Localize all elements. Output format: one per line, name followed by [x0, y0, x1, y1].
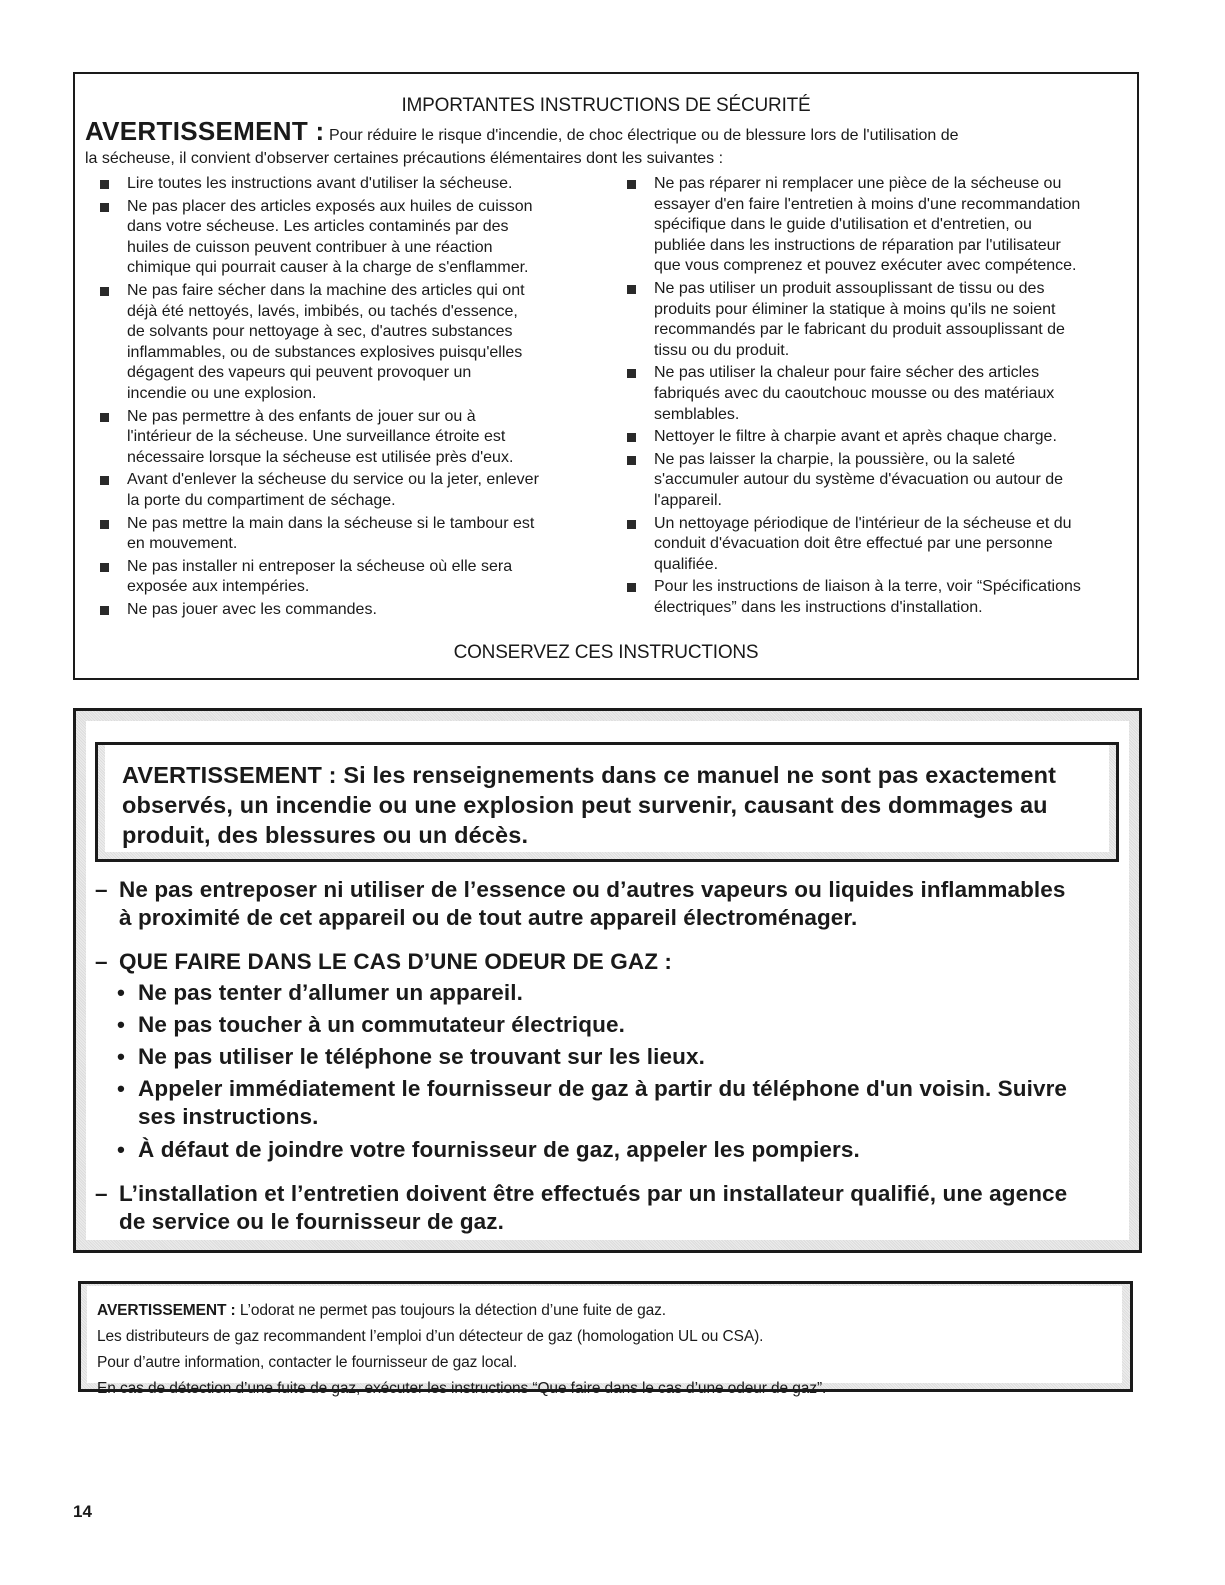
list-item: Ne pas faire sécher dans la machine des articles qui ont déjà été nettoyés, lavés, imbibés, ou tachés d'essence, de solvants pour nettoyage à sec, d'autres substances inflammables, ou de substances explosives puisqu'elles dégagent des vapeurs qui peuvent provoquer un incendie ou une explosion. — [96, 281, 606, 405]
gas-odor-step: • Ne pas utiliser le téléphone se trouvant sur les lieux. — [117, 1044, 705, 1069]
square-bullet-icon — [627, 433, 636, 442]
save-instructions-footer: CONSERVEZ CES INSTRUCTIONS — [453, 642, 759, 663]
gas-odor-step: • Appeler immédiatement le fournisseur de gaz à partir du téléphone d'un voisin. Suivre ses instructions. — [117, 1076, 1068, 1129]
odor-line-1: AVERTISSEMENT : L’odorat ne permet pas toujours la détection d’une fuite de gaz. — [97, 1302, 666, 1319]
square-bullet-icon — [100, 203, 109, 212]
odor-line-4: En cas de détection d’une fuite de gaz, exécuter les instructions “Que faire dans le cas d’une odeur de gaz”. — [97, 1380, 827, 1397]
intro-line-1: Pour réduire le risque d'incendie, de choc électrique ou de blessure lors de l'utilisation de — [328, 127, 959, 144]
bullet-icon: • — [117, 1044, 125, 1069]
list-item: Ne pas jouer avec les commandes. — [96, 600, 606, 621]
intro-line-2: la sécheuse, il convient d'observer certaines précautions élémentaires dont les suivantes : — [85, 150, 724, 167]
list-item: Avant d'enlever la sécheuse du service ou la jeter, enlever la porte du compartiment de séchage. — [96, 470, 606, 511]
bullet-icon: • — [117, 1137, 125, 1162]
odor-line-2: Les distributeurs de gaz recommandent l’emploi d’un détecteur de gaz (homologation UL ou CSA). — [97, 1328, 764, 1345]
fire-explosion-warning-text: AVERTISSEMENT : Si les renseignements dans ce manuel ne sont pas exactement observés, un incendie ou une explosion peut survenir, causant des dommages au produit, des blessures ou un décès. — [122, 762, 1057, 848]
list-item: Ne pas permettre à des enfants de jouer sur ou à l'intérieur de la sécheuse. Une surveillance étroite est nécessaire lorsque la sécheuse est utilisée près d'eux. — [96, 407, 606, 469]
square-bullet-icon — [100, 520, 109, 529]
square-bullet-icon — [100, 287, 109, 296]
safety-intro — [85, 116, 1097, 170]
gas-odor-step: • Ne pas toucher à un commutateur électrique. — [117, 1012, 625, 1037]
list-item: Ne pas laisser la charpie, la poussière, ou la saleté s'accumuler autour du système d'évacuation ou autour de l'appareil. — [623, 450, 1133, 512]
rule-no-flammables: – Ne pas entreposer ni utiliser de l’essence ou d’autres vapeurs ou liquides inflammables à proximité de cet appareil ou de tout autre appareil électroménager. — [95, 877, 1066, 930]
bullet-icon: • — [117, 980, 125, 1005]
square-bullet-icon — [100, 180, 109, 189]
square-bullet-icon — [100, 413, 109, 422]
list-item: Pour les instructions de liaison à la terre, voir “Spécifications électriques” dans les instructions d'installation. — [623, 577, 1133, 618]
list-item: Nettoyer le filtre à charpie avant et après chaque charge. — [623, 427, 1133, 448]
safety-title: IMPORTANTES INSTRUCTIONS DE SÉCURITÉ — [401, 95, 811, 116]
square-bullet-icon — [100, 476, 109, 485]
rule-qualified-installer: – L’installation et l’entretien doivent être effectués par un installateur qualifié, une agence de service ou le fournisseur de gaz. — [95, 1181, 1068, 1234]
dash-icon: – — [95, 949, 108, 974]
list-item: Ne pas réparer ni remplacer une pièce de la sécheuse ou essayer d'en faire l'entretien à moins d'une recommandation spécifique dans le guide d'utilisation et d'entretien, ou publiée dans les instructions de réparation par l'utilisateur que vous comprenez et pouvez exécuter avec compétence. — [623, 174, 1133, 277]
list-item: Ne pas placer des articles exposés aux huiles de cuisson dans votre sécheuse. Les articles contaminés par des huiles de cuisson peuvent contribuer à une réaction chimique qui pourrait causer à la charge de s'enflammer. — [96, 197, 606, 279]
rule-gas-odor-heading: – QUE FAIRE DANS LE CAS D’UNE ODEUR DE GAZ : — [95, 949, 672, 974]
square-bullet-icon — [100, 606, 109, 615]
square-bullet-icon — [627, 180, 636, 189]
bullet-icon: • — [117, 1076, 125, 1101]
list-item: Un nettoyage périodique de l'intérieur de la sécheuse et du conduit d'évacuation doit être effectué par une personne qualifiée. — [623, 514, 1133, 576]
warning-label: AVERTISSEMENT : — [85, 116, 325, 146]
square-bullet-icon — [100, 563, 109, 572]
odor-line-3: Pour d’autre information, contacter le fournisseur de gaz local. — [97, 1354, 518, 1371]
list-item: Lire toutes les instructions avant d'utiliser la sécheuse. — [96, 174, 606, 195]
dash-icon: – — [95, 877, 108, 902]
safety-instructions-box — [73, 72, 1139, 680]
gas-odor-detection-box — [78, 1281, 1133, 1397]
gas-odor-step: • À défaut de joindre votre fournisseur de gaz, appeler les pompiers. — [117, 1137, 860, 1162]
list-item: Ne pas utiliser un produit assouplissant de tissu ou des produits pour éliminer la statique à moins qu'ils ne soient recommandés par le fabricant du produit assouplissant de tissu ou du produit. — [623, 279, 1133, 361]
square-bullet-icon — [627, 456, 636, 465]
list-item: Ne pas mettre la main dans la sécheuse si le tambour est en mouvement. — [96, 514, 606, 555]
page-number: 14 — [73, 1502, 92, 1521]
safety-list-left — [96, 174, 606, 622]
square-bullet-icon — [627, 520, 636, 529]
square-bullet-icon — [627, 285, 636, 294]
gas-odor-step: • Ne pas tenter d’allumer un appareil. — [117, 980, 523, 1005]
list-item: Ne pas installer ni entreposer la sécheuse où elle sera exposée aux intempéries. — [96, 557, 606, 598]
fire-explosion-warning-box — [95, 742, 1119, 862]
square-bullet-icon — [627, 369, 636, 378]
list-item: Ne pas utiliser la chaleur pour faire sécher des articles fabriqués avec du caoutchouc mousse ou des matériaux semblables. — [623, 363, 1133, 425]
dash-icon: – — [95, 1181, 108, 1206]
gas-warning-box — [73, 708, 1142, 1253]
warning-label: AVERTISSEMENT : — [97, 1302, 236, 1319]
square-bullet-icon — [627, 583, 636, 592]
bullet-icon: • — [117, 1012, 125, 1037]
safety-list-right — [623, 174, 1133, 620]
